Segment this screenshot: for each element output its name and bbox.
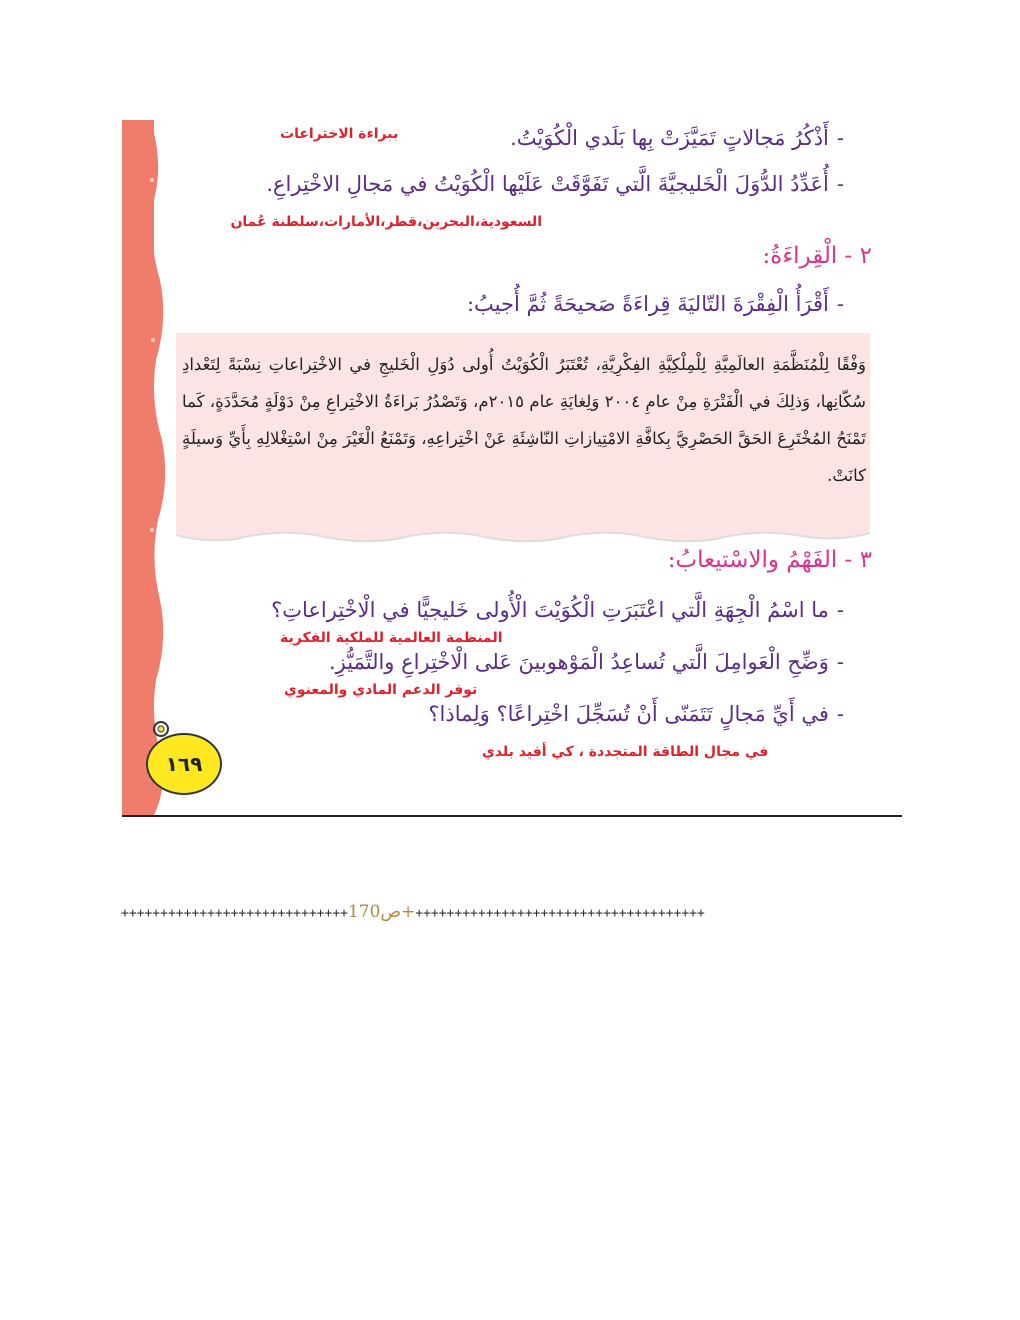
answer-distinguished-fields: ببراءة الاختراعات — [280, 126, 399, 142]
heading-comprehension: ٣ - الفَهْمُ والاسْتيعابُ: — [667, 547, 872, 573]
question-distinguished-fields: -أَذْكُرُ مَجالاتٍ تَمَيَّزَتْ بِها بَلَدي الْكُوَيْتُ. — [510, 126, 844, 150]
stripe-wave-edge — [150, 120, 170, 815]
separator-plus-right: +++++++++++++++++++++++++++++++++++++ — [415, 906, 705, 921]
page-number: ١٦٩ — [165, 752, 203, 776]
next-page-marker: ص170+ — [347, 902, 416, 922]
answer-organization-name: المنظمة العالمية للملكية الفكرية — [280, 630, 503, 646]
question-gulf-countries: -أُعَدِّدُ الدُّوَلَ الْخَليجيَّةَ الَّتي تَفَوَّقَتْ عَلَيْها الْكُوَيْتُ في مَجالِ الاخْتِراعِ. — [266, 172, 844, 196]
reading-passage: وَفْقًا لِلْمُنَظَّمَةِ العالَمِيَّةِ لِلْمِلْكِيَّةِ الفِكْرِيَّةِ، تُعْتَبَرُ الْكُوَيْتُ أُولى دُوَلِ الْخَليجِ في الاخْتِراعاتِ نِسْبَةً لِتَعْدادِ سُكّانِها، وَذلِكَ في الْفَتْرَةِ مِنْ عامِ ٢٠٠٤ وَلِغايَةِ عام ٢٠١٥م، وَتَصْدُرُ بَراءَةُ الاخْتِراعِ مِنْ دَوْلَةٍ مُحَدَّدَةٍ، كَما تَمْنَحُ المُخْتَرِعَ الحَقَّ الحَصْرِيَّ بِكافَّةِ الامْتِيازاتِ النّاشِئَةِ عَنْ اخْتِراعِهِ، وَتَمْنَعُ الْغَيْرَ مِنْ اسْتِغْلالِهِ بِأَيِّ وَسيلَةٍ كانَتْ. — [182, 355, 867, 485]
page-separator-line — [121, 902, 851, 922]
answer-invention-field: في مجال الطاقة المتجددة ، كي أفيد بلدي — [482, 744, 769, 760]
passage-torn-edge — [176, 525, 870, 547]
answer-factors: توفر الدعم المادي والمعنوي — [284, 682, 478, 698]
textbook-page — [122, 120, 902, 817]
question-organization-name: -ما اسْمُ الْجِهَةِ الَّتي اعْتَبَرَتِ الْكُوَيْتَ الْأُولى خَليجيًّا في الْاخْتِراعاتِ؟ — [271, 598, 844, 622]
page-number-badge — [146, 733, 222, 795]
answer-gulf-countries: السعودية،البحرين،قطر،الأمارات،سلطنة عُمان — [230, 214, 542, 230]
heading-reading: ٢ - الْقِراءَةُ: — [762, 243, 872, 269]
question-invention-field: -في أَيِّ مَجالٍ تَتَمَنّى أَنْ تُسَجِّلَ اخْتِراعًا؟ وَلِماذا؟ — [428, 702, 844, 726]
question-factors: -وَضِّحِ الْعَوامِلَ الَّتي تُساعِدُ الْمَوْهوبينَ عَلى الْاخْتِراعِ والتَّمَيُّزِ. — [329, 650, 844, 674]
page-divider — [122, 815, 902, 817]
separator-plus-left: +++++++++++++++++++++++++++++ — [121, 906, 348, 921]
instruction-reading: -أَقْرَأُ الْفِقْرَةَ التّاليَةَ قِراءَةً صَحيحَةً ثُمَّ أُجيبُ: — [466, 292, 844, 316]
